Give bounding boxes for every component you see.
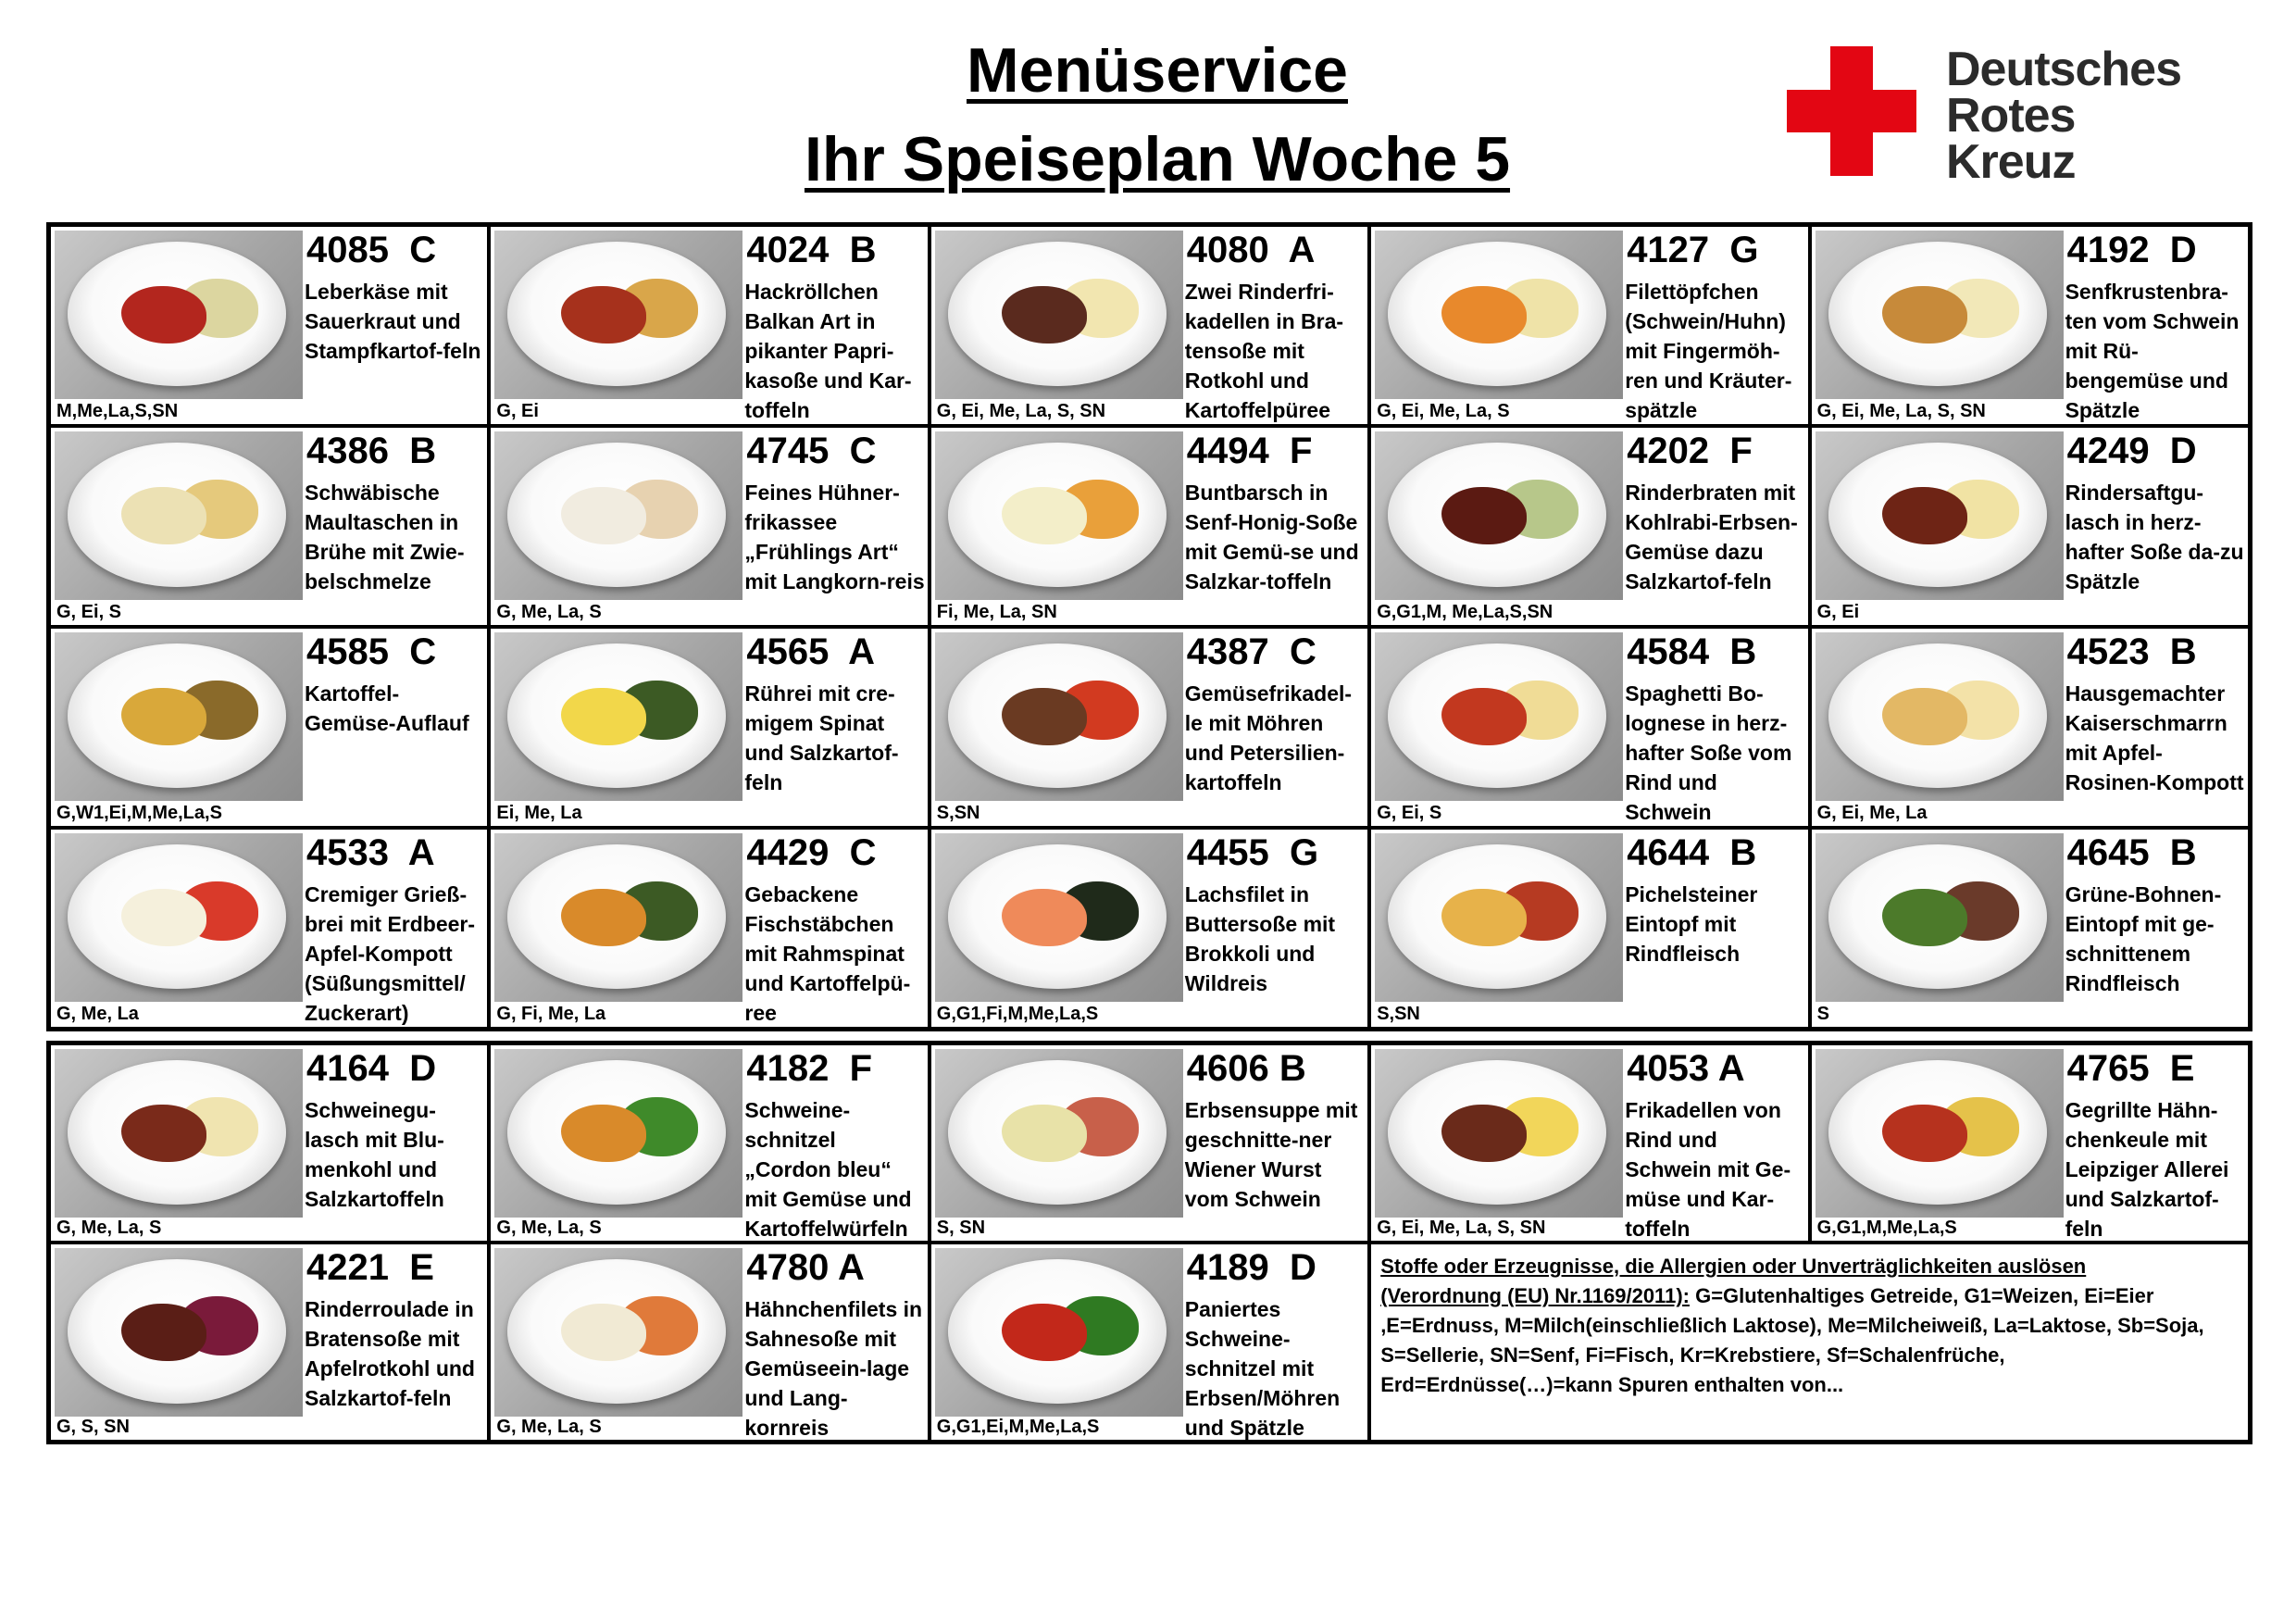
menu-item bbox=[1369, 225, 1809, 426]
food-portion bbox=[561, 1304, 646, 1361]
logo-line-3: Kreuz bbox=[1946, 135, 2076, 189]
plate-icon bbox=[1388, 844, 1606, 989]
dish-photo bbox=[55, 1248, 303, 1417]
menu-code: 4189 D bbox=[1186, 1247, 1316, 1288]
plate-icon bbox=[507, 1060, 726, 1205]
menu-item bbox=[930, 1043, 1369, 1243]
dish-description: Feines Hühner-frikassee „Frühlings Art“ mit Langkorn-reis bbox=[744, 481, 925, 593]
dish-photo bbox=[55, 632, 303, 801]
dish-photo bbox=[1816, 632, 2064, 801]
menu-item bbox=[1810, 426, 2250, 627]
food-portion bbox=[121, 688, 206, 745]
food-portion bbox=[1002, 286, 1087, 344]
plate-icon bbox=[68, 242, 286, 386]
food-portion bbox=[561, 688, 646, 745]
dish-photo bbox=[1375, 833, 1623, 1002]
food-portion bbox=[1882, 1105, 1967, 1162]
menu-code: 4053 A bbox=[1627, 1048, 1745, 1089]
menu-item bbox=[930, 828, 1369, 1029]
menu-item bbox=[930, 1243, 1369, 1442]
dish-description: Schweinegu-lasch mit Blu-menkohl und Salzkartoffeln bbox=[305, 1098, 444, 1211]
menu-code: 4533 A bbox=[306, 832, 435, 873]
plate-icon bbox=[507, 443, 726, 587]
dish-photo bbox=[55, 833, 303, 1002]
dish-photo bbox=[935, 833, 1183, 1002]
food-portion bbox=[1002, 1105, 1087, 1162]
dish-description: Kartoffel-Gemüse-Auflauf bbox=[305, 681, 469, 735]
dish-photo bbox=[494, 231, 742, 399]
allergen-legend-text bbox=[1380, 1252, 2239, 1400]
allergen-codes: G, Me, La, S bbox=[56, 1218, 162, 1238]
dish-description: Filettöpfchen (Schwein/Huhn) mit Fingermöh-ren und Kräuter-spätzle bbox=[1625, 280, 1792, 422]
allergen-codes: M,Me,La,S,SN bbox=[56, 401, 179, 421]
dish-description: Schwäbische Maultaschen in Brühe mit Zwie-belschmelze bbox=[305, 481, 465, 593]
allergen-codes: G,W1,Ei,M,Me,La,S bbox=[56, 803, 222, 823]
allergen-codes: G, Ei bbox=[496, 401, 539, 421]
dish-description: Leberkäse mit Sauerkraut und Stampfkartof-feln bbox=[305, 280, 481, 363]
dish-photo bbox=[1375, 632, 1623, 801]
plate-icon bbox=[68, 1060, 286, 1205]
menu-item bbox=[489, 627, 929, 828]
allergen-codes: G, S, SN bbox=[56, 1417, 130, 1437]
dish-photo bbox=[935, 231, 1183, 399]
menu-item bbox=[1369, 1043, 1809, 1243]
dish-description: Lachsfilet in Buttersoße mit Brokkoli und Wildreis bbox=[1184, 882, 1336, 995]
menu-item bbox=[930, 426, 1369, 627]
food-portion bbox=[1002, 688, 1087, 745]
dish-photo bbox=[1816, 431, 2064, 600]
dish-description: Rinderbraten mit Kohlrabi-Erbsen-Gemüse dazu Salzkartof-feln bbox=[1625, 481, 1798, 593]
menu-code: 4386 B bbox=[306, 431, 437, 471]
dish-description: Gemüsefrikadel-le mit Möhren und Petersilien-kartoffeln bbox=[1184, 681, 1353, 794]
dish-photo bbox=[55, 1049, 303, 1218]
menu-code: 4080 A bbox=[1186, 230, 1316, 270]
food-portion bbox=[561, 487, 646, 544]
menu-code: 4085 C bbox=[306, 230, 437, 270]
dish-description: Cremiger Grieß-brei mit Erdbeer-Apfel-Kompott (Süßungsmittel/ Zuckerart) bbox=[305, 882, 476, 1025]
menu-code: 4745 C bbox=[746, 431, 877, 471]
plate-icon bbox=[507, 844, 726, 989]
dish-photo bbox=[1375, 231, 1623, 399]
food-portion bbox=[1441, 688, 1527, 745]
food-portion bbox=[1882, 487, 1967, 544]
allergen-codes: G, Ei, Me, La, S, SN bbox=[1816, 401, 1986, 421]
food-portion bbox=[121, 286, 206, 344]
logo-line-1: Deutsches bbox=[1946, 43, 2181, 96]
menu-code: 4024 B bbox=[746, 230, 877, 270]
menu-item bbox=[1810, 627, 2250, 828]
menu-code: 4606 B bbox=[1186, 1048, 1306, 1089]
menu-code: 4523 B bbox=[2066, 631, 2197, 672]
menu-item bbox=[1810, 225, 2250, 426]
dish-photo bbox=[1816, 833, 2064, 1002]
menu-code: 4780 A bbox=[746, 1247, 865, 1288]
menu-code: 4429 C bbox=[746, 832, 877, 873]
food-portion bbox=[561, 889, 646, 946]
plate-icon bbox=[948, 1259, 1167, 1404]
dish-photo bbox=[935, 1248, 1183, 1417]
plate-icon bbox=[1828, 443, 2047, 587]
menu-code: 4765 E bbox=[2066, 1048, 2195, 1089]
food-portion bbox=[1441, 286, 1527, 344]
dish-photo bbox=[494, 1248, 742, 1417]
dish-photo bbox=[1816, 1049, 2064, 1218]
plate-icon bbox=[948, 1060, 1167, 1205]
food-portion bbox=[1882, 286, 1967, 344]
menu-code: 4164 D bbox=[306, 1048, 437, 1089]
menu-code: 4221 E bbox=[306, 1247, 434, 1288]
menu-item bbox=[1369, 828, 1809, 1029]
food-portion bbox=[121, 1304, 206, 1361]
dish-photo bbox=[55, 431, 303, 600]
dish-photo bbox=[935, 1049, 1183, 1218]
menu-item bbox=[1810, 1043, 2250, 1243]
allergen-codes: G, Ei, S bbox=[56, 602, 122, 622]
menu-item bbox=[1369, 627, 1809, 828]
dish-description: Schweine-schnitzel „Cordon bleu“ mit Gemüse und Kartoffelwürfeln bbox=[744, 1098, 912, 1241]
menu-code: 4249 D bbox=[2066, 431, 2197, 471]
food-portion bbox=[1441, 1105, 1527, 1162]
dish-description: Spaghetti Bo-lognese in herz-hafter Soße vom Rind und Schwein bbox=[1625, 681, 1792, 824]
menu-item bbox=[489, 426, 929, 627]
dish-description: Erbsensuppe mit geschnitte-ner Wiener Wurst vom Schwein bbox=[1184, 1098, 1358, 1211]
plate-icon bbox=[1828, 844, 2047, 989]
menu-code: 4182 F bbox=[746, 1048, 873, 1089]
allergen-codes: G,G1,Fi,M,Me,La,S bbox=[936, 1004, 1099, 1024]
food-portion bbox=[1441, 487, 1527, 544]
menu-code: 4644 B bbox=[1627, 832, 1757, 873]
plate-icon bbox=[1388, 242, 1606, 386]
allergen-codes: G,G1,M, Me,La,S,SN bbox=[1377, 602, 1554, 622]
page-subtitle: Ihr Speiseplan Woche 5 bbox=[804, 124, 1511, 194]
menu-code: 4127 G bbox=[1627, 230, 1759, 270]
allergen-codes: S bbox=[1816, 1004, 1829, 1024]
dish-description: Gegrillte Hähn-chenkeule mit Leipziger Allerei und Salzkartof-feln bbox=[2065, 1098, 2229, 1241]
menu-item bbox=[489, 1043, 929, 1243]
plate-icon bbox=[507, 242, 726, 386]
menu-item bbox=[1810, 828, 2250, 1029]
menu-code: 4387 C bbox=[1186, 631, 1316, 672]
menu-code: 4584 B bbox=[1627, 631, 1757, 672]
plate-icon bbox=[507, 1259, 726, 1404]
allergen-codes: G, Ei, Me, La, S, SN bbox=[936, 401, 1106, 421]
allergen-legend bbox=[1369, 1243, 2250, 1442]
plate-icon bbox=[948, 443, 1167, 587]
food-portion bbox=[1002, 1304, 1087, 1361]
allergen-codes: G, Ei, Me, La, S bbox=[1377, 401, 1510, 421]
menu-code: 4192 D bbox=[2066, 230, 2197, 270]
dish-description: Hähnchenfilets in Sahnesoße mit Gemüseein-lage und Lang-kornreis bbox=[744, 1297, 923, 1440]
plate-icon bbox=[1828, 1060, 2047, 1205]
menu-grid-lower bbox=[46, 1041, 2252, 1444]
allergen-codes: G, Me, La, S bbox=[496, 1417, 602, 1437]
dish-photo bbox=[935, 431, 1183, 600]
dish-description: Pichelsteiner Eintopf mit Rindfleisch bbox=[1625, 882, 1758, 966]
menu-code: 4565 A bbox=[746, 631, 876, 672]
dish-description: Rinderroulade in Bratensoße mit Apfelrotkohl und Salzkartof-feln bbox=[305, 1297, 475, 1410]
menu-code: 4202 F bbox=[1627, 431, 1753, 471]
drk-logo bbox=[1787, 43, 2213, 189]
menu-item bbox=[489, 225, 929, 426]
plate-icon bbox=[1388, 443, 1606, 587]
food-portion bbox=[1882, 889, 1967, 946]
dish-photo bbox=[1375, 431, 1623, 600]
allergen-codes: Fi, Me, La, SN bbox=[936, 602, 1057, 622]
food-portion bbox=[561, 1105, 646, 1162]
dish-photo bbox=[1375, 1049, 1623, 1218]
menu-item bbox=[49, 225, 489, 426]
dish-description: Hausgemachter Kaiserschmarrn mit Apfel-Rosinen-Kompott bbox=[2065, 681, 2244, 794]
allergen-codes: Ei, Me, La bbox=[496, 803, 582, 823]
legend-body: G=Glutenhaltiges Getreide, G1=Weizen, Ei=Eier ,E=Erdnuss, M=Milch(einschließlich Laktose), Me=Milcheiweiß, La=Laktose, Sb=Soja, S=Sellerie, SN=Senf, Fi=Fisch, Kr=Krebstiere, Sf=Schalenfrüche, Erd=Erdnüsse(…)=kann Spuren enthalten von... bbox=[1380, 1284, 2204, 1396]
dish-photo bbox=[494, 632, 742, 801]
allergen-codes: G,G1,M,Me,La,S bbox=[1816, 1218, 1957, 1238]
allergen-codes: S, SN bbox=[936, 1218, 986, 1238]
plate-icon bbox=[1828, 242, 2047, 386]
dish-photo bbox=[494, 833, 742, 1002]
logo-line-2: Rotes bbox=[1946, 89, 2076, 143]
menu-item bbox=[49, 426, 489, 627]
dish-description: Frikadellen von Rind und Schwein mit Ge-müse und Kar-toffeln bbox=[1625, 1098, 1791, 1241]
food-portion bbox=[121, 889, 206, 946]
menu-code: 4494 F bbox=[1186, 431, 1313, 471]
menu-item bbox=[489, 1243, 929, 1442]
menu-item bbox=[489, 828, 929, 1029]
plate-icon bbox=[948, 242, 1167, 386]
dish-description: Rührei mit cre-migem Spinat und Salzkartof-feln bbox=[744, 681, 899, 794]
dish-description: Paniertes Schweine-schnitzel mit Erbsen/Möhren und Spätzle bbox=[1184, 1297, 1341, 1440]
menu-item bbox=[49, 828, 489, 1029]
allergen-codes: G, Ei bbox=[1816, 602, 1860, 622]
allergen-codes: G, Ei, Me, La, S, SN bbox=[1377, 1218, 1546, 1238]
food-portion bbox=[1002, 487, 1087, 544]
plate-icon bbox=[948, 643, 1167, 788]
menu-item bbox=[49, 1043, 489, 1243]
legend-regulation: (Verordnung (EU) Nr.1169/2011): bbox=[1380, 1284, 1690, 1307]
allergen-codes: G, Fi, Me, La bbox=[496, 1004, 606, 1024]
plate-icon bbox=[1388, 643, 1606, 788]
dish-photo bbox=[935, 632, 1183, 801]
plate-icon bbox=[68, 443, 286, 587]
dish-description: Grüne-Bohnen-Eintopf mit ge-schnittenem Rindfleisch bbox=[2065, 882, 2222, 995]
allergen-codes: G,G1,Ei,M,Me,La,S bbox=[936, 1417, 1100, 1437]
plate-icon bbox=[948, 844, 1167, 989]
food-portion bbox=[121, 487, 206, 544]
allergen-codes: G, Me, La, S bbox=[496, 602, 602, 622]
dish-photo bbox=[494, 431, 742, 600]
allergen-codes: G, Me, La, S bbox=[496, 1218, 602, 1238]
plate-icon bbox=[68, 643, 286, 788]
food-portion bbox=[1441, 889, 1527, 946]
plate-icon bbox=[1828, 643, 2047, 788]
menu-code: 4645 B bbox=[2066, 832, 2197, 873]
dish-description: Hackröllchen Balkan Art in pikanter Papri-kasoße und Kar-toffeln bbox=[744, 280, 912, 422]
menu-item bbox=[930, 627, 1369, 828]
food-portion bbox=[561, 286, 646, 344]
dish-description: Rindersaftgu-lasch in herz-hafter Soße da-zu Spätzle bbox=[2065, 481, 2244, 593]
page-title: Menüservice bbox=[967, 35, 1348, 106]
allergen-codes: G, Ei, Me, La bbox=[1816, 803, 1928, 823]
legend-heading: Stoffe oder Erzeugnisse, die Allergien oder Unverträglichkeiten auslösen bbox=[1380, 1255, 2087, 1278]
red-cross-icon bbox=[1787, 46, 1916, 176]
dish-description: Senfkrustenbra-ten vom Schwein mit Rü-bengemüse und Spätzle bbox=[2065, 280, 2240, 422]
dish-description: Zwei Rinderfri-kadellen in Bra-tensoße mit Rotkohl und Kartoffelpüree bbox=[1184, 280, 1344, 422]
plate-icon bbox=[68, 1259, 286, 1404]
allergen-codes: G, Ei, S bbox=[1377, 803, 1442, 823]
menu-item bbox=[49, 1243, 489, 1442]
menu-code: 4455 G bbox=[1186, 832, 1319, 873]
menu-item bbox=[1369, 426, 1809, 627]
menu-grid-upper bbox=[46, 222, 2252, 1031]
plate-icon bbox=[68, 844, 286, 989]
allergen-codes: G, Me, La bbox=[56, 1004, 139, 1024]
menu-item bbox=[930, 225, 1369, 426]
food-portion bbox=[121, 1105, 206, 1162]
plate-icon bbox=[1388, 1060, 1606, 1205]
food-portion bbox=[1882, 688, 1967, 745]
food-portion bbox=[1002, 889, 1087, 946]
dish-photo bbox=[55, 231, 303, 399]
dish-photo bbox=[494, 1049, 742, 1218]
logo-text bbox=[1946, 43, 2181, 189]
dish-photo bbox=[1816, 231, 2064, 399]
allergen-codes: S,SN bbox=[936, 803, 980, 823]
plate-icon bbox=[507, 643, 726, 788]
dish-description: Buntbarsch in Senf-Honig-Soße mit Gemü-se und Salzkar-toffeln bbox=[1184, 481, 1359, 593]
allergen-codes: S,SN bbox=[1377, 1004, 1420, 1024]
menu-item bbox=[49, 627, 489, 828]
dish-description: Gebackene Fischstäbchen mit Rahmspinat und Kartoffelpü-ree bbox=[744, 882, 911, 1025]
menu-code: 4585 C bbox=[306, 631, 437, 672]
